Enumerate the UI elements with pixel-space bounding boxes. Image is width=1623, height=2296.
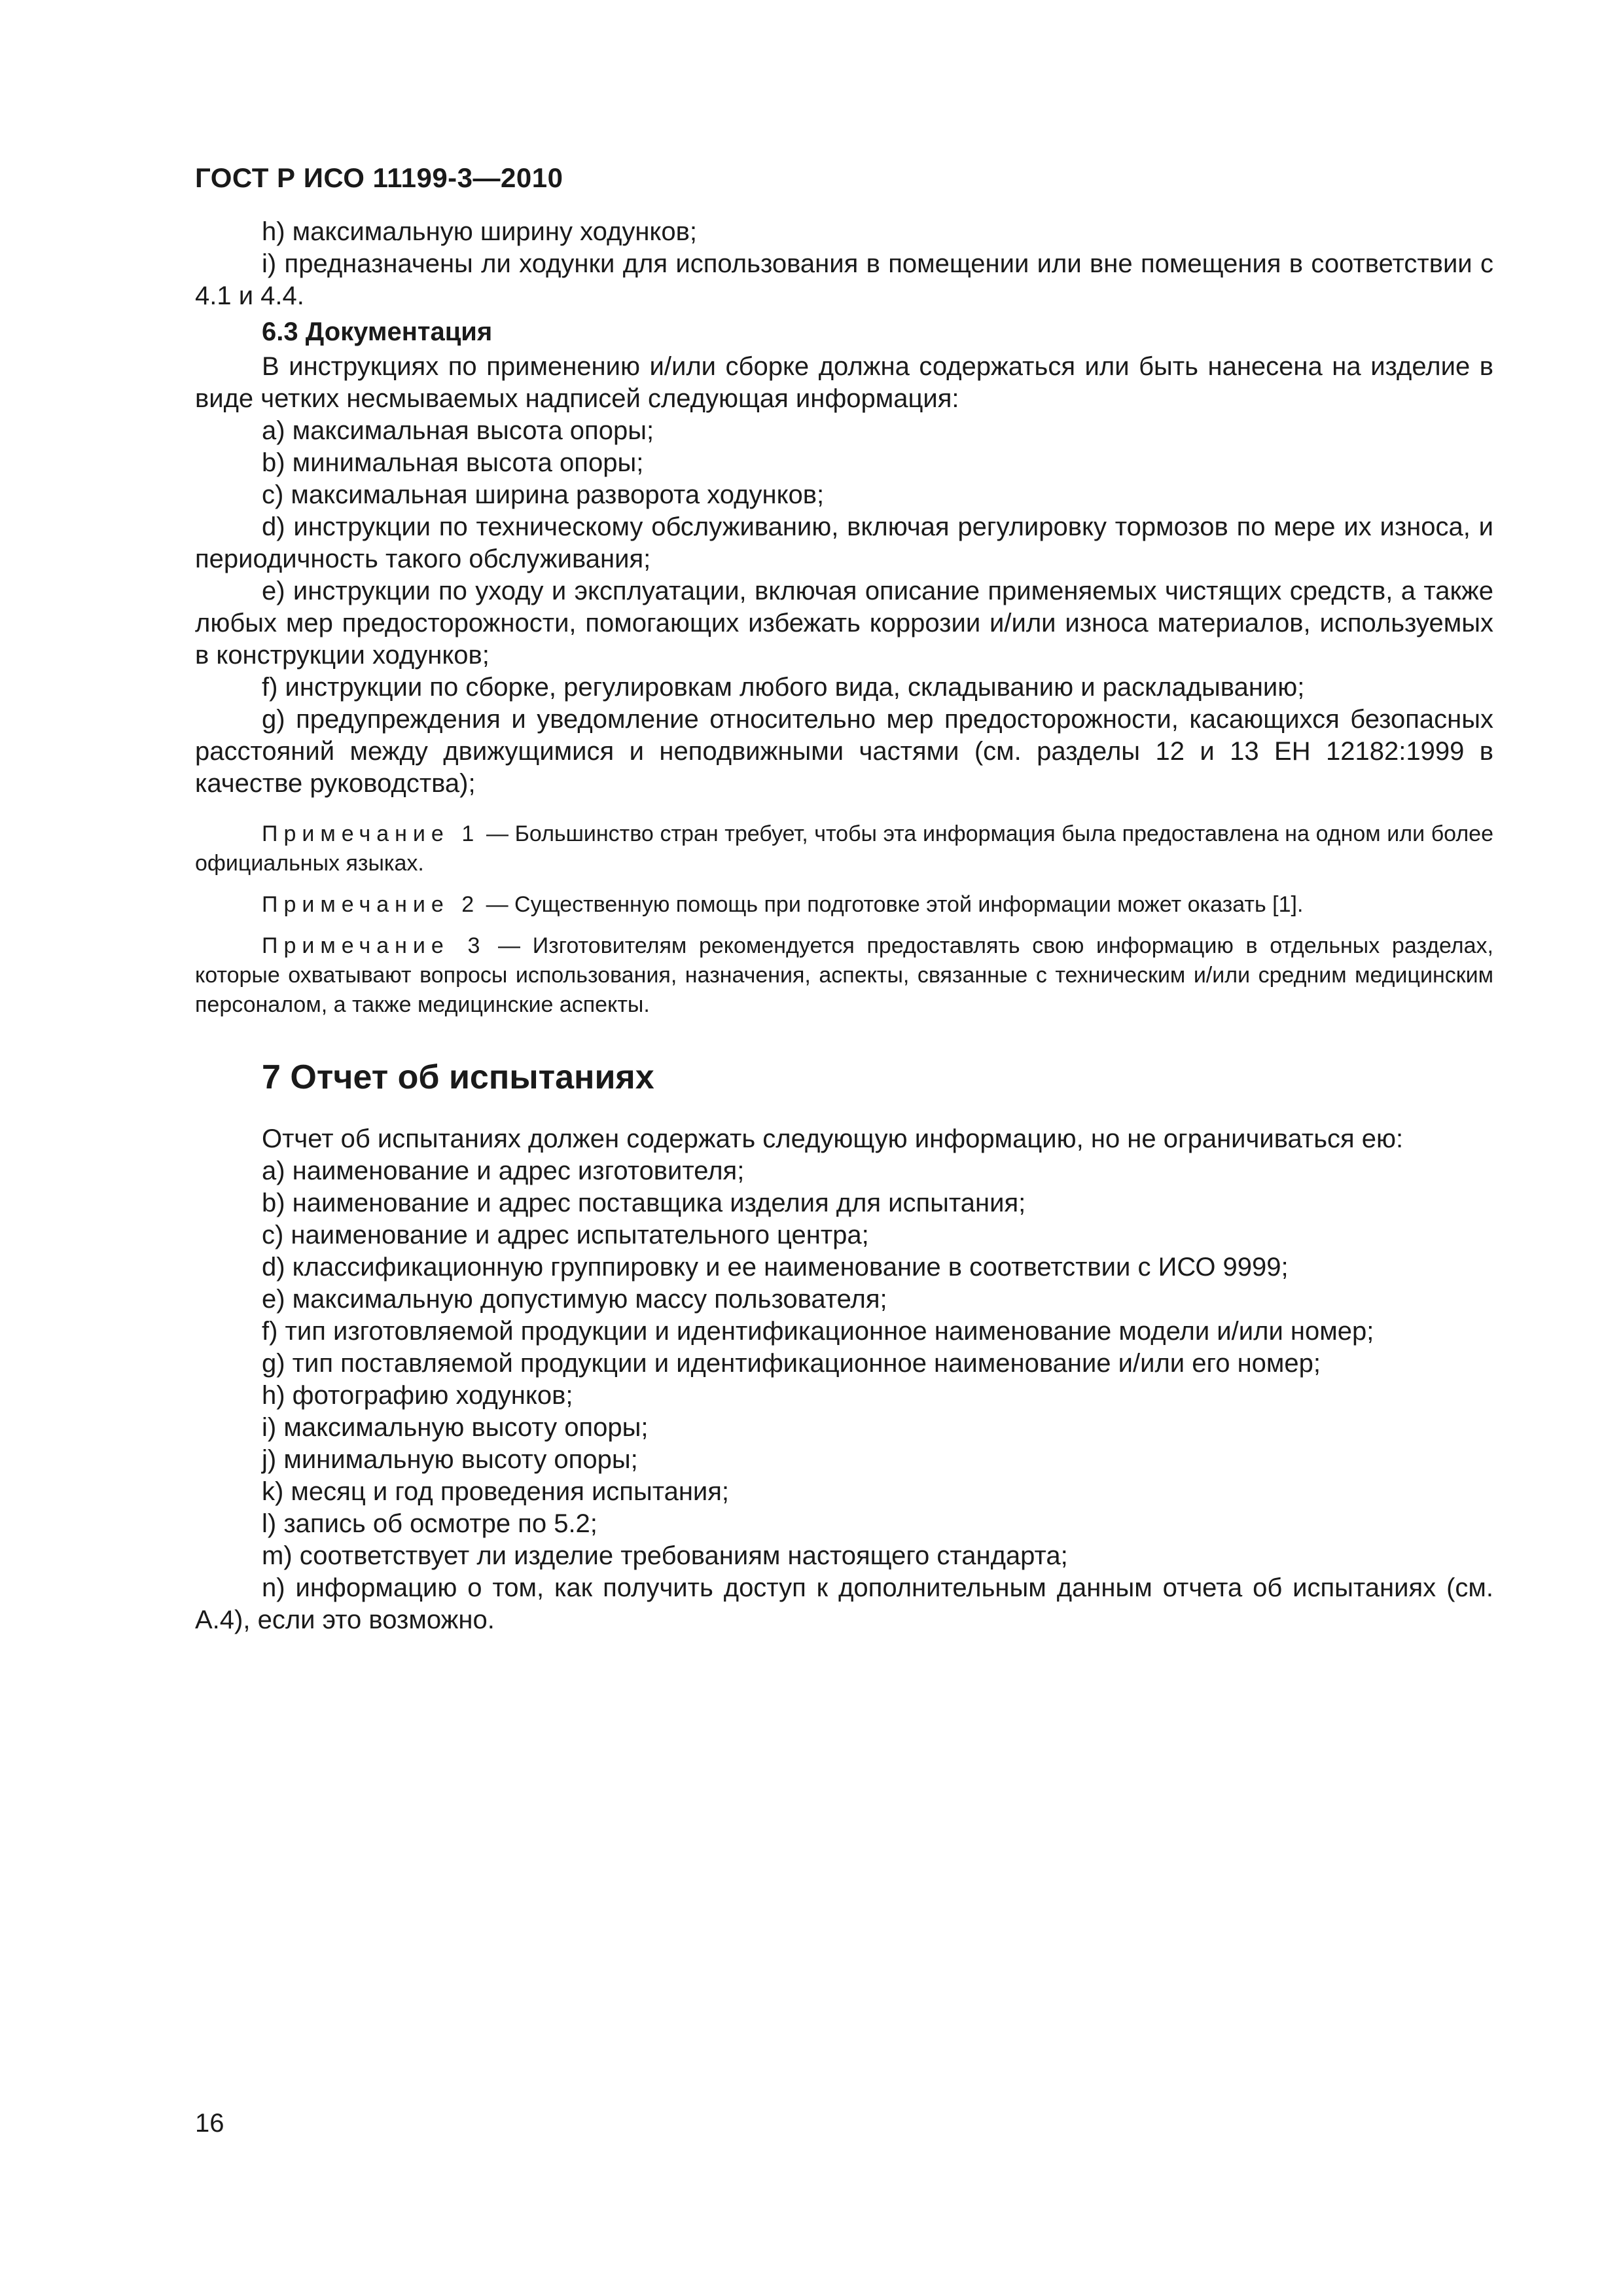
subsection-heading: 6.3 Документация	[262, 317, 493, 346]
note-2	[195, 890, 1493, 920]
note-text: — Изготовителям рекомендуется предоставлять свою информацию в отдельных разделах, которые охватывают вопросы использования, назначения, аспекты, связанные с техническим и/или средним медицинским персоналом, а также медицинские аспекты.	[195, 933, 1494, 1017]
list-item: c) наименование и адрес испытательного центра;	[262, 1221, 869, 1249]
list-item: g) предупреждения и уведомление относительно мер предосторожности, касающихся безопасных расстояний между движущимися и неподвижными частями (см. разделы 12 и 13 ЕН 12182:1999 в качестве руководства);	[195, 705, 1493, 798]
list-item: f) тип изготовляемой продукции и идентификационное наименование модели и/или номер;	[262, 1317, 1374, 1346]
list-item: k) месяц и год проведения испытания;	[262, 1477, 730, 1506]
document-body	[195, 216, 1493, 1636]
list-item: i) предназначены ли ходунки для использования в помещении или вне помещения в соответствии с 4.1 и 4.4.	[195, 249, 1493, 310]
note-text: — Большинство стран требует, чтобы эта информация была предоставлена на одном или более официальных языках.	[195, 821, 1493, 876]
note-1	[195, 819, 1493, 878]
list-item: d) классификационную группировку и ее наименование в соответствии с ИСО 9999;	[262, 1253, 1289, 1282]
note-text: — Существенную помощь при подготовке этой информации может оказать [1].	[480, 892, 1304, 917]
note-label: Примечание 2	[262, 892, 480, 917]
list-item: n) информацию о том, как получить доступ к дополнительным данным отчета об испытаниях (см. А.4), если это возможно.	[195, 1573, 1493, 1634]
list-item: j) минимальную высоту опоры;	[262, 1445, 638, 1474]
list-item: a) максимальная высота опоры;	[262, 416, 654, 445]
list-item: e) инструкции по уходу и эксплуатации, включая описание применяемых чистящих средств, а также любых мер предосторожности, помогающих избежать коррозии и/или износа материалов, используемых в конструкции ходунков;	[195, 577, 1493, 670]
list-item: h) фотографию ходунков;	[262, 1381, 573, 1410]
section-heading: 7 Отчет об испытаниях	[262, 1058, 654, 1096]
document-header: ГОСТ Р ИСО 11199-3—2010	[195, 162, 563, 193]
list-item: c) максимальная ширина разворота ходунков;	[262, 480, 825, 509]
list-item: l) запись об осмотре по 5.2;	[262, 1509, 597, 1538]
page-number: 16	[195, 2109, 224, 2138]
paragraph: В инструкциях по применению и/или сборке должна содержаться или быть нанесена на изделие в виде четких несмываемых надписей следующая информация:	[195, 352, 1493, 413]
list-item: b) минимальная высота опоры;	[262, 448, 644, 477]
list-item: m) соответствует ли изделие требованиям настоящего стандарта;	[262, 1541, 1068, 1570]
list-item: g) тип поставляемой продукции и идентификационное наименование и/или его номер;	[262, 1349, 1321, 1378]
list-item: f) инструкции по сборке, регулировкам любого вида, складыванию и раскладыванию;	[262, 673, 1305, 702]
list-item: a) наименование и адрес изготовителя;	[262, 1157, 745, 1185]
paragraph: Отчет об испытаниях должен содержать следующую информацию, но не ограничиваться ею:	[262, 1124, 1404, 1153]
list-item: i) максимальную высоту опоры;	[262, 1413, 649, 1442]
note-3	[195, 931, 1493, 1020]
list-item: e) максимальную допустимую массу пользователя;	[262, 1285, 887, 1314]
list-item: d) инструкции по техническому обслуживанию, включая регулировку тормозов по мере их износа, и периодичность такого обслуживания;	[195, 512, 1493, 573]
list-item: h) максимальную ширину ходунков;	[262, 217, 697, 246]
list-item: b) наименование и адрес поставщика изделия для испытания;	[262, 1189, 1026, 1217]
note-label: Примечание 1	[262, 821, 480, 846]
note-label: Примечание 3	[262, 933, 486, 958]
